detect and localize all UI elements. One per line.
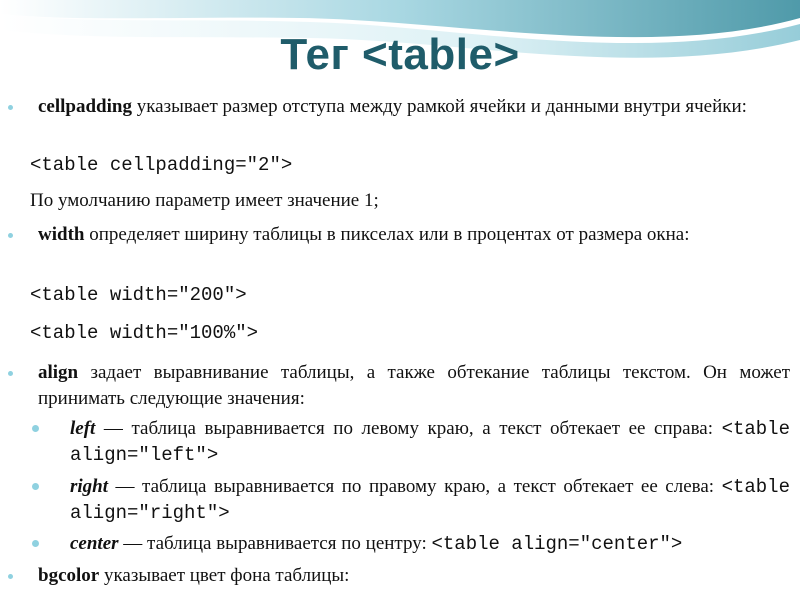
sub-bullet-dot xyxy=(32,483,39,490)
term-bgcolor: bgcolor xyxy=(38,565,100,586)
align-description: задает выравнивание таблицы, а также обтекание таблицы текстом. Он может принимать следующие значения: xyxy=(38,362,790,409)
bullet-dot xyxy=(8,105,13,110)
term-right: right xyxy=(70,476,109,497)
code-align-right: <table align="right"> xyxy=(70,476,790,524)
term-cellpadding: cellpadding xyxy=(38,96,132,117)
code-cellpadding: <table cellpadding="2"> xyxy=(30,154,293,176)
cellpadding-description: указывает размер отступа между рамкой ячейки и данными внутри ячейки: xyxy=(131,96,747,117)
right-description: — таблица выравнивается по правому краю, а текст обтекает ее слева: xyxy=(108,476,722,497)
sub-bullet-dot xyxy=(32,425,39,432)
bullet-dot xyxy=(8,371,13,376)
cellpadding-default-note: По умолчанию параметр имеет значение 1; xyxy=(30,190,379,211)
bullet-align xyxy=(38,360,790,412)
code-align-left: <table align="left"> xyxy=(70,418,790,466)
slide-title: Тег <table> xyxy=(280,30,520,79)
align-item-left xyxy=(70,416,790,468)
width-description: определяет ширину таблицы в пикселах или в процентах от размера окна: xyxy=(84,224,690,245)
center-description: — таблица выравнивается по центру: xyxy=(118,533,432,554)
bullet-dot xyxy=(8,574,13,579)
sub-bullet-dot xyxy=(32,540,39,547)
align-item-center xyxy=(70,531,790,557)
term-align: align xyxy=(38,362,79,383)
term-width: width xyxy=(38,224,85,245)
left-description: — таблица выравнивается по левому краю, а текст обтекает ее справа: xyxy=(95,418,722,439)
term-center: center xyxy=(70,533,119,554)
code-width-100-percent: <table width="100%"> xyxy=(30,322,259,344)
code-align-center: <table align="center"> xyxy=(431,533,683,555)
bullet-width xyxy=(38,222,790,248)
bgcolor-description: указывает цвет фона таблицы: xyxy=(99,565,350,586)
bullet-bgcolor xyxy=(38,563,790,589)
term-left: left xyxy=(70,418,96,439)
align-item-right xyxy=(70,474,790,526)
bullet-dot xyxy=(8,233,13,238)
bullet-cellpadding xyxy=(38,94,790,120)
code-width-200: <table width="200"> xyxy=(30,284,247,306)
